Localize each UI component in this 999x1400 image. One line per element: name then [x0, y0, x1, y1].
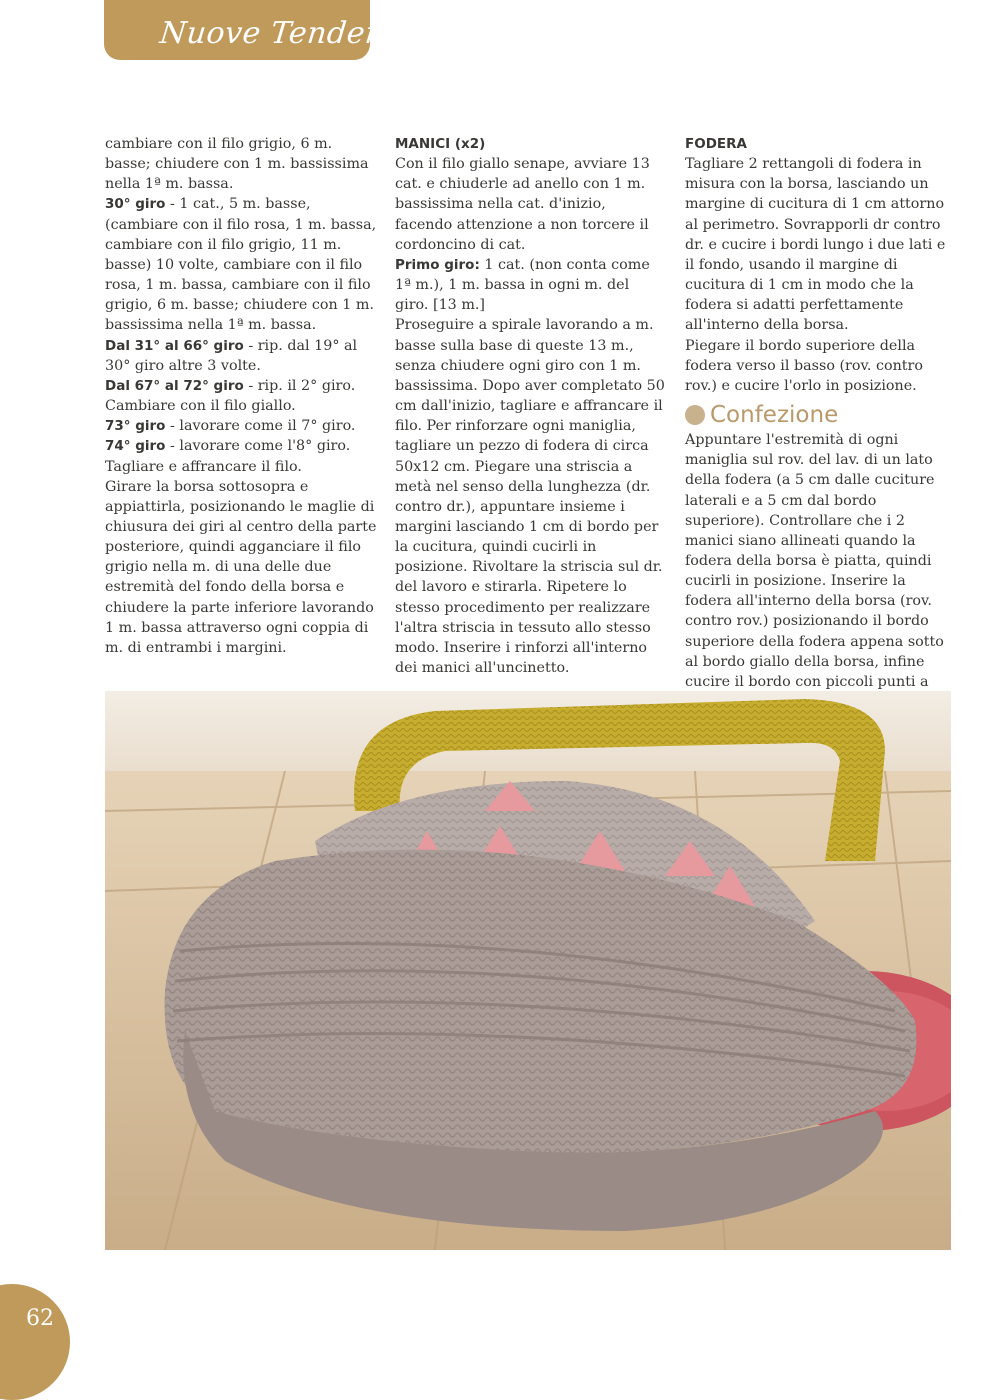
round-label: 73° giro: [105, 418, 166, 435]
text-column-1: [105, 134, 377, 658]
paragraph: Primo giro: 1 cat. (non conta come 1ª m.), 1 m. bassa in ogni m. del giro. [13 m.]: [395, 256, 650, 314]
paragraph: cambiare con il filo grigio, 6 m. basse; chiudere con 1 m. bassissima nella 1ª m. bassa.: [105, 136, 369, 193]
paragraph: Con il filo giallo senape, avviare 13 cat. e chiuderle ad anello con 1 m. bassissima nella cat. d'inizio, facendo attenzione a non torcere il cordoncino di cat.: [395, 156, 650, 253]
paragraph: 30° giro - 1 cat., 5 m. basse, (cambiare con il filo rosa, 1 m. bassa, cambiare con il filo grigio, 11 m. basse) 10 volte, cambiare con il filo rosa, 1 m. bassa, cambiare con il filo grigio, 6 m. basse; chiudere con 1 m. bassissima nella 1ª m. bassa.: [105, 196, 377, 334]
paragraph: Appuntare l'estremità di ogni maniglia sul rov. del lav. di un lato della fodera (a 5 cm dalle cuciture laterali e a 5 cm dal bordo superiore). Controllare che i 2 manici siano allineati quando la fodera della borsa è piatta, quindi cucirli in posizione. Inserire la fodera all'interno della borsa (rov. contro rov.) posizionando il bordo superiore della fodera appena sotto al bordo giallo della borsa, infine cucire il bordo con piccoli punti a: [685, 432, 944, 690]
paragraph: Proseguire a spirale lavorando a m. basse sulla base di queste 13 m., senza chiudere ogni giro con 1 m. bassissima. Dopo aver completato 50 cm dall'inizio, tagliare e affrancare il filo. Per rinforzare ogni maniglia, tagliare un pezzo di fodera di circa 50x12 cm. Piegare una striscia a metà nel senso della lunghezza (dr. contro dr.), appuntare insieme i margini lasciando 1 cm di bordo per la cucitura, quindi cucirli in posizione. Rivoltare la striscia sul dr. del lavoro e stirarla. Ripetere lo stesso procedimento per realizzare l'altra striscia in tessuto allo stesso modo. Inserire i rinforzi all'interno dei manici all'uncinetto.: [395, 317, 665, 677]
confezione-title: Confezione: [710, 401, 839, 428]
paragraph: Tagliare 2 rettangoli di fodera in misura con la borsa, lasciando un margine di cucitura di 1 cm attorno al perimetro. Sovrapporli dr contro dr. e cucire i bordi lungo i due lati e il fondo, usando il margine di cucitura di 1 cm in modo che la fodera si adatti perfettamente all'interno della borsa.: [685, 156, 946, 334]
paragraph: Dal 31° al 66° giro - rip. dal 19° al 30° giro altre 3 volte.: [105, 337, 358, 374]
paragraph: Piegare il bordo superiore della fodera verso il basso (rov. contro rov.) e cucire l'orlo in posizione.: [685, 337, 923, 394]
crochet-bag-illustration: [105, 691, 951, 1250]
round-label: Primo giro:: [395, 256, 480, 273]
page-number: 62: [26, 1306, 54, 1331]
crochet-bag-photo: [105, 691, 951, 1250]
confezione-heading: [685, 402, 951, 428]
round-label: Dal 31° al 66° giro: [105, 337, 244, 354]
paragraph: Dal 67° al 72° giro - rip. il 2° giro. Cambiare con il filo giallo.: [105, 377, 356, 415]
paragraph: 73° giro - lavorare come il 7° giro.: [105, 418, 356, 435]
text-column-2: [395, 134, 667, 678]
section-heading-fodera: FODERA: [685, 136, 747, 152]
page-number-badge: [0, 1284, 70, 1400]
round-label: 30° giro: [105, 196, 166, 213]
text-column-3: [685, 134, 951, 712]
round-label: 74° giro: [105, 438, 166, 455]
round-label: Dal 67° al 72° giro: [105, 377, 244, 394]
section-heading-manici: MANICI (x2): [395, 136, 486, 152]
paragraph: 74° giro - lavorare come l'8° giro. Tagliare e affrancare il filo.: [105, 438, 351, 475]
paragraph: Girare la borsa sottosopra e appiattirla, posizionando le maglie di chiusura dei giri al centro della parte posteriore, quindi agganciare il filo grigio nella m. di una delle due estremità del fondo della borsa e chiudere la parte inferiore lavorando 1 m. bassa attraverso ogni coppia di m. di entrambi i margini.: [105, 478, 377, 656]
section-title: Nuove Tendenze: [158, 16, 422, 51]
bullet-dot-icon: [685, 405, 705, 425]
